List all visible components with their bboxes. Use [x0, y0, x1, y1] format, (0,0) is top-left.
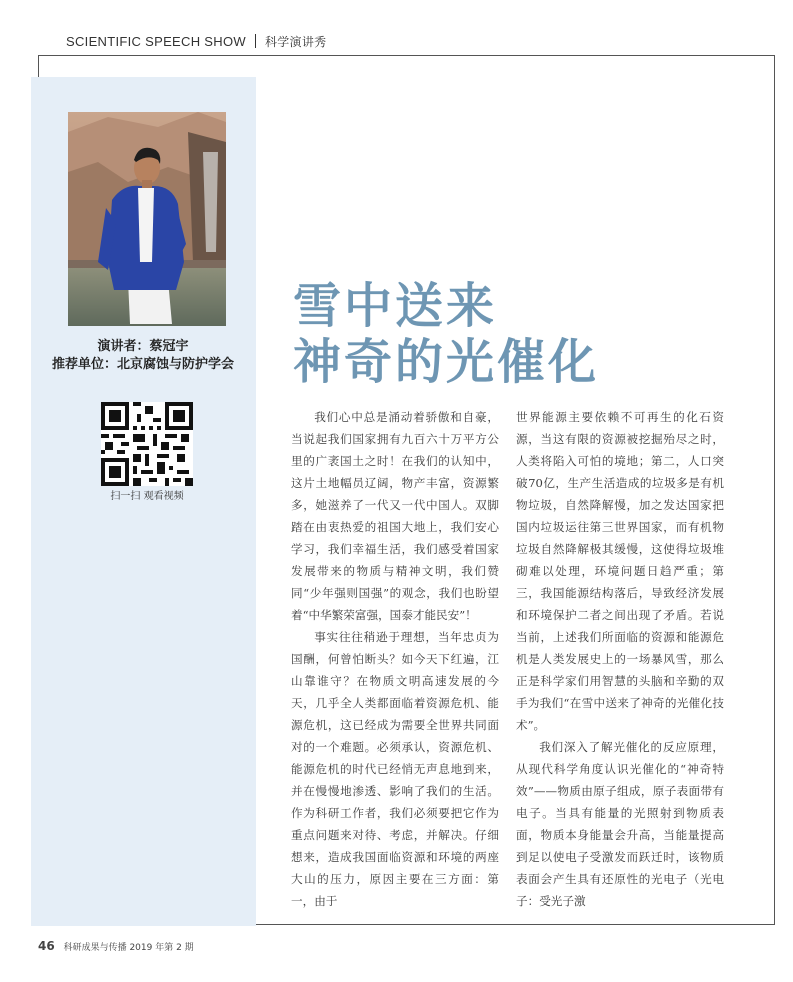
speaker-photo: [68, 112, 226, 326]
journal-issue: 科研成果与传播 2019 年第 2 期: [63, 943, 194, 953]
qr-code[interactable]: [101, 402, 193, 486]
header-divider: [255, 34, 256, 48]
title-line-2: 神奇的光催化: [293, 334, 600, 390]
section-name-en: SCIENTIFIC SPEECH SHOW: [66, 33, 246, 49]
paragraph: 我们心中总是涌动着骄傲和自豪，当说起我们国家拥有九百六十万平方公里的广袤国土之时！在我们的认知中，这片土地幅员辽阔，物产丰富，资源繁多，她滋养了一代又一代中国人。双脚踏在由衷热爱的祖国大地上，我们安心学习，我们幸福生活，我们感受着国家发展带来的物质与精神文明，我们赞同“少年强则国强”的观念，我们也盼望着“中华繁荣富强，国泰才能民安”！: [291, 410, 499, 622]
section-header: [66, 32, 326, 50]
section-name-cn: 科学演讲秀: [264, 34, 327, 49]
paragraph-continued: 世界能源主要依赖不可再生的化石资源，当这有限的资源被挖掘殆尽之时，人类将陷入可怕的境地；第二，人口突破70亿，生产生活造成的垃圾多是有机物垃圾，自然降解慢，加之发达国家把国内垃圾运往第三世界国家，而有机物垃圾自然降解极其缓慢，这使得垃圾堆砌难以处理，环境问题日趋严重；第三，我国能源结构落后，导致经济发展和环境保护二者之间出现了矛盾。若说当前，上述我们所面临的资源和能源危机是人类发展史上的一场暴风雪，那么正是科学家们用智慧的头脑和辛勤的双手为我们“在雪中送来了神奇的光催化技术”。: [516, 410, 724, 732]
title-line-1: 雪中送来: [293, 278, 498, 334]
paragraph: 事实往往稍逊于理想，当年忠贞为国酬，何曾怕断头？如今天下红遍，江山靠谁守？在物质文明高速发展的今天，几乎全人类都面临着资源危机、能源危机，这已经成为需要全世界共同面对的一个难题。必须承认，资源危机、能源危机的时代已经悄无声息地到来，并在慢慢地渗透、影响了我们的生活。作为科研工作者，我们必须要把它作为重点问题来对待、考虑，并解决。仔细想来，造成我国面临资源和环境的两座大山的压力，原因主要在三方面：第一，由于: [291, 630, 499, 908]
article-column-2: [516, 406, 724, 912]
page-number: 46: [38, 939, 55, 953]
recommending-unit: 推荐单位：北京腐蚀与防护学会: [51, 357, 234, 372]
speaker-name: 演讲者：蔡冠宇: [97, 339, 189, 354]
page-footer: [38, 939, 194, 953]
paragraph: 我们深入了解光催化的反应原理，从现代科学角度认识光催化的“神奇特效”——物质由原子组成，原子表面带有电子。当具有能量的光照射到物质表面，物质本身能量会升高，当能量提高到足以使电子受激发而跃迁时，该物质表面会产生具有还原性的光电子（光电子：受光子激: [516, 740, 724, 908]
speaker-info: [34, 338, 252, 374]
qr-caption: 扫一扫 观看视频: [110, 491, 184, 502]
article-column-1: [291, 406, 499, 912]
article-title: [293, 278, 599, 390]
